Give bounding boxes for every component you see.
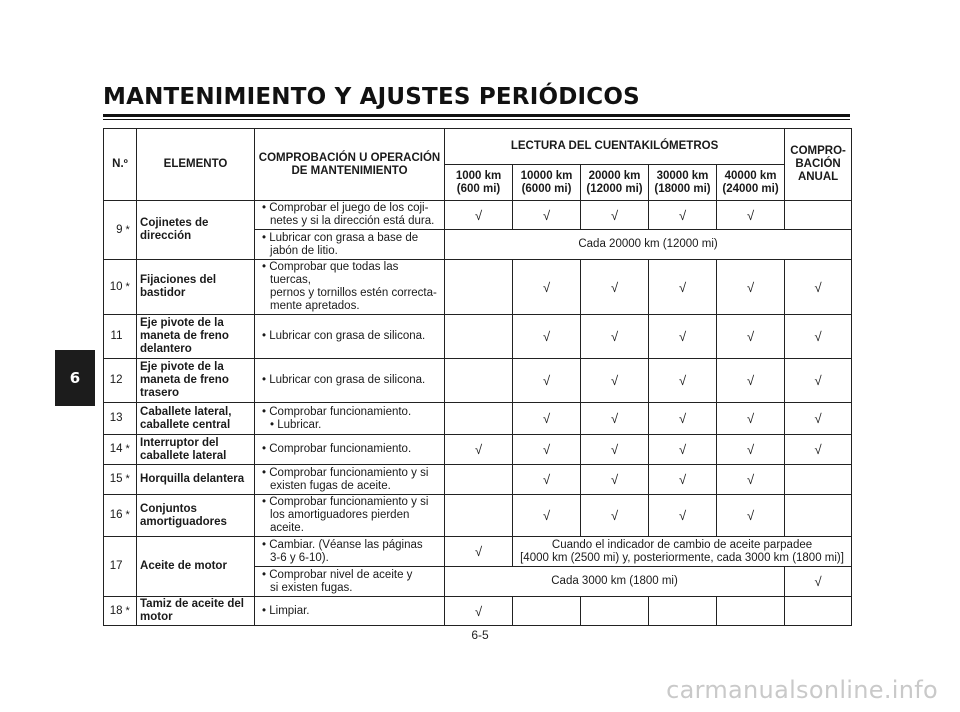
check-mark: √ [717,315,785,359]
check-mark: √ [717,403,785,435]
header-km-2: 20000 km (12000 mi) [581,165,649,201]
table-row [104,537,852,567]
check-mark: √ [513,465,581,495]
check-mark: √ [649,403,717,435]
empty-cell [785,201,852,230]
table-row [104,315,852,359]
row-element: Interruptor del caballete lateral [137,435,255,465]
operation-line: pernos y tornillos estén correcta- [270,287,437,299]
empty-cell [445,495,513,537]
row-element: Tamiz de aceite del motor [137,597,255,626]
row-number: 17 [104,537,126,597]
interval-note: Cada 3000 km (1800 mi) [445,567,785,597]
operation-line: • Lubricar con grasa de silicona. [262,330,426,342]
empty-cell [649,597,717,626]
empty-cell [717,597,785,626]
check-mark: √ [581,495,649,537]
check-mark: √ [581,435,649,465]
operation-line: netes y si la dirección está dura. [270,215,435,227]
row-asterisk: * [126,260,137,315]
empty-cell [513,597,581,626]
row-element: Cojinetes de dirección [137,201,255,260]
check-mark: √ [581,315,649,359]
header-num: N.º [104,129,137,201]
row-element: Fijaciones del bastidor [137,260,255,315]
operation-line: • Limpiar. [262,604,310,617]
check-mark: √ [513,201,581,230]
row-number: 14 [104,435,126,465]
row-element: Caballete lateral, caballete central [137,403,255,435]
check-mark: √ [717,260,785,315]
interval-note-line: Cuando el indicador de cambio de aceite parpadee [551,538,813,551]
check-mark: √ [785,403,852,435]
interval-note-line: [4000 km (2500 mi) y, posteriormente, cada 3000 km (1800 mi)] [520,551,844,564]
row-operation [255,260,445,315]
operation-line: • Comprobar funcionamiento y si [262,496,429,508]
row-element: Aceite de motor [137,537,255,597]
check-mark: √ [445,537,513,567]
operation-line: • Comprobar que todas las tuercas, [262,261,399,286]
table-row [104,597,852,626]
check-mark: √ [649,201,717,230]
row-number: 13 [104,403,126,435]
operation-line: 3-6 y 6-10). [270,551,329,564]
interval-note [513,537,852,567]
check-mark: √ [445,201,513,230]
row-operation [255,230,445,260]
check-mark: √ [649,435,717,465]
table-row [104,260,852,315]
empty-cell [785,495,852,537]
title-rule-thick [103,114,850,117]
header-operation: COMPROBACIÓN U OPERACIÓN DE MANTENIMIENTO [255,129,445,201]
operation-line: • Comprobar funcionamiento. [262,405,412,418]
page-number: 6-5 [471,628,489,642]
check-mark: √ [581,403,649,435]
check-mark: √ [785,359,852,403]
row-operation [255,567,445,597]
table-row [104,403,852,435]
row-operation [255,403,445,435]
header-element: ELEMENTO [137,129,255,201]
check-mark: √ [649,495,717,537]
operation-line: • Comprobar funcionamiento y si [262,466,429,479]
check-mark: √ [581,260,649,315]
table-row [104,465,852,495]
empty-cell [445,315,513,359]
check-mark: √ [785,435,852,465]
row-element: Eje pivote de la maneta de freno trasero [137,359,255,403]
check-mark: √ [785,567,852,597]
header-odometer: LECTURA DEL CUENTAKILÓMETROS [445,129,785,165]
row-asterisk: * [126,201,137,260]
row-asterisk [126,537,137,597]
check-mark: √ [581,201,649,230]
row-asterisk [126,359,137,403]
operation-line: existen fugas de aceite. [270,479,391,492]
row-element: Horquilla delantera [137,465,255,495]
table-row [104,359,852,403]
check-mark: √ [513,315,581,359]
chapter-tab: 6 [55,350,95,406]
check-mark: √ [649,465,717,495]
empty-cell [445,359,513,403]
row-operation [255,359,445,403]
operation-line: • Lubricar con grasa a base de [262,231,419,244]
row-number: 9 [104,201,126,260]
row-asterisk: * [126,495,137,537]
check-mark: √ [649,359,717,403]
check-mark: √ [717,495,785,537]
check-mark: √ [445,597,513,626]
operation-line: • Comprobar funcionamiento. [262,443,412,455]
empty-cell [445,465,513,495]
row-operation [255,315,445,359]
row-number: 12 [104,359,126,403]
row-number: 11 [104,315,126,359]
row-operation [255,537,445,567]
row-element: Conjuntos amortiguadores [137,495,255,537]
row-number: 18 [104,597,126,626]
header-km-4: 40000 km (24000 mi) [717,165,785,201]
check-mark: √ [717,435,785,465]
header-km-0: 1000 km (600 mi) [445,165,513,201]
operation-line: mente apretados. [270,300,360,312]
check-mark: √ [513,435,581,465]
row-asterisk: * [126,435,137,465]
row-number: 16 [104,495,126,537]
row-asterisk: * [126,597,137,626]
row-number: 10 [104,260,126,315]
row-operation [255,597,445,626]
empty-cell [785,597,852,626]
table-row [104,495,852,537]
check-mark: √ [649,315,717,359]
row-operation [255,465,445,495]
check-mark: √ [649,260,717,315]
check-mark: √ [717,465,785,495]
interval-note: Cada 20000 km (12000 mi) [445,230,852,260]
check-mark: √ [445,435,513,465]
empty-cell [785,465,852,495]
row-asterisk [126,315,137,359]
operation-line: • Lubricar. [270,418,322,431]
operation-line: los amortiguadores pierden aceite. [270,509,410,534]
row-element: Eje pivote de la maneta de freno delantero [137,315,255,359]
row-asterisk: * [126,465,137,495]
empty-cell [445,260,513,315]
title-rule-thin [103,119,850,120]
row-asterisk [126,403,137,435]
maintenance-table [103,128,852,626]
check-mark: √ [785,260,852,315]
watermark: carmanualsonline.info [666,676,938,704]
row-operation [255,435,445,465]
check-mark: √ [581,359,649,403]
operation-line: • Lubricar con grasa de silicona. [262,374,426,386]
empty-cell [445,403,513,435]
row-operation [255,201,445,230]
check-mark: √ [513,359,581,403]
check-mark: √ [513,260,581,315]
check-mark: √ [513,403,581,435]
check-mark: √ [513,495,581,537]
header-km-3: 30000 km (18000 mi) [649,165,717,201]
check-mark: √ [785,315,852,359]
operation-line: • Cambiar. (Véanse las páginas [262,538,423,551]
check-mark: √ [717,201,785,230]
table-row [104,201,852,230]
operation-line: jabón de litio. [270,244,338,257]
operation-line: • Comprobar el juego de los coji- [262,202,429,214]
header-annual: COMPRO- BACIÓN ANUAL [785,129,852,201]
row-number: 15 [104,465,126,495]
page-title: MANTENIMIENTO Y AJUSTES PERIÓDICOS [103,84,640,110]
table-row [104,435,852,465]
empty-cell [581,597,649,626]
check-mark: √ [717,359,785,403]
header-km-1: 10000 km (6000 mi) [513,165,581,201]
row-operation [255,495,445,537]
operation-line: • Comprobar nivel de aceite y [262,568,413,581]
operation-line: si existen fugas. [270,581,353,594]
check-mark: √ [581,465,649,495]
